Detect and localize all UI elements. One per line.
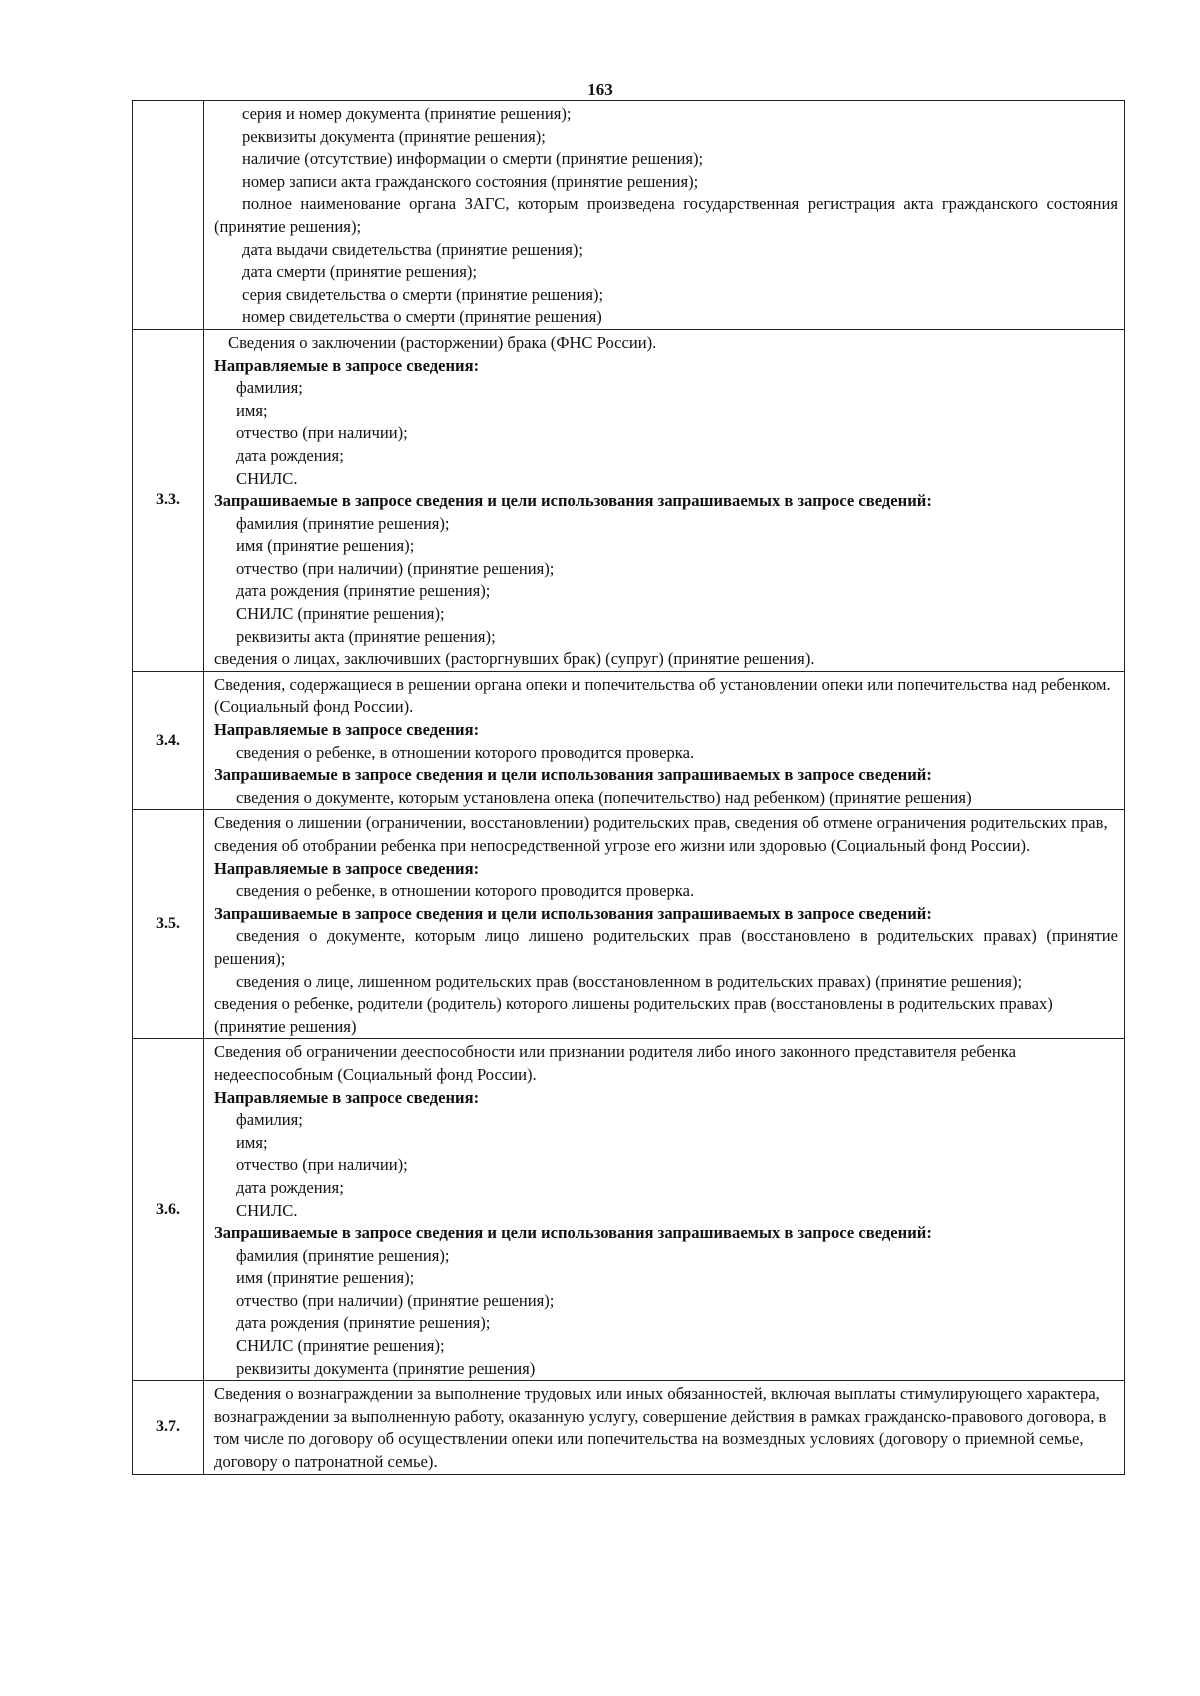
row-number: 3.7. [133,1381,204,1474]
list-item: дата рождения; [236,1177,344,1197]
table-row [133,1381,1125,1474]
subsection-heading: Направляемые в запросе сведения: [214,720,480,740]
list-item: имя (принятие решения); [236,1268,415,1288]
row-number: 3.3. [133,329,204,671]
list-item: СНИЛС (принятие решения); [236,604,445,624]
subsection-heading: Направляемые в запросе сведения: [214,858,480,878]
list-item: отчество (при наличии) (принятие решения); [236,1290,555,1310]
subsection-heading: Запрашиваемые в запросе сведения и цели использования запрашиваемых в запросе сведений: [214,903,932,923]
list-item: полное наименование органа ЗАГС, которым произведена государственная регистрация акта гражданского состояния (принятие решения); [214,194,1118,236]
list-item: фамилия (принятие решения); [236,1245,450,1265]
list-item: СНИЛС. [236,1200,298,1220]
row-content [204,1381,1125,1474]
list-item: отчество (при наличии); [236,423,408,443]
table-row [133,810,1125,1039]
list-item: номер свидетельства о смерти (принятие решения) [242,307,602,327]
row-number [133,101,204,330]
list-item: фамилия; [236,1110,303,1130]
list-item: номер записи акта гражданского состояния (принятие решения); [242,171,699,191]
section-title: Сведения, содержащиеся в решении органа опеки и попечительства об установлении опеки или попечительства над ребенком. (Социальный фонд России). [214,674,1111,717]
subsection-heading: Направляемые в запросе сведения: [214,355,480,375]
list-item: отчество (при наличии) (принятие решения); [236,558,555,578]
row-content [204,101,1125,330]
list-item: реквизиты документа (принятие решения) [236,1358,536,1378]
section-title: Сведения о вознаграждении за выполнение трудовых или иных обязанностей, включая выплаты стимулирующего характера, вознаграждении за выполненную работу, оказанную услугу, совершение действия в рамках гражданско-правового договора, в том числе по договору об осуществлении опеки или попечительства на возмездных условиях (договору о приемной семье, договору о патронатной семье). [214,1384,1107,1472]
table-row [133,101,1125,330]
list-item: фамилия; [236,378,303,398]
row-number: 3.6. [133,1039,204,1381]
list-item: дата рождения; [236,445,344,465]
list-item: сведения о документе, которым установлена опека (попечительство) над ребенком) (принятие решения) [236,787,972,807]
subsection-heading: Направляемые в запросе сведения: [214,1087,480,1107]
requests-table [132,100,1125,1475]
section-title: Сведения о лишении (ограничении, восстановлении) родительских прав, сведения об отмене ограничения родительских прав, сведения об отобрании ребенка при непосредственной угрозе его жизни или здоровью (Социальный фонд России). [214,813,1108,855]
table-row [133,1039,1125,1381]
list-item: серия и номер документа (принятие решения); [242,104,572,123]
list-item: реквизиты документа (принятие решения); [242,126,546,146]
section-title: Сведения о заключении (расторжении) брака (ФНС России). [228,332,657,352]
row-number: 3.4. [133,671,204,810]
list-item: серия свидетельства о смерти (принятие решения); [242,284,604,304]
row-number: 3.5. [133,810,204,1039]
table-row [133,329,1125,671]
list-item: дата смерти (принятие решения); [242,262,478,282]
list-item: сведения о ребенке, в отношении которого проводится проверка. [236,742,695,762]
list-item: сведения о лицах, заключивших (расторгнувших брак) (супруг) (принятие решения). [214,649,815,669]
section-title: Сведения об ограничении дееспособности или признании родителя либо иного законного представителя ребенка недееспособным (Социальный фонд России). [214,1042,1016,1084]
list-item: фамилия (принятие решения); [236,513,450,533]
list-item: СНИЛС (принятие решения); [236,1336,445,1356]
subsection-heading: Запрашиваемые в запросе сведения и цели использования запрашиваемых в запросе сведений: [214,491,932,511]
list-item: сведения о лице, лишенном родительских прав (восстановленном в родительских правах) (принятие решения); [236,971,1023,991]
list-item: имя; [236,1132,268,1152]
list-item: СНИЛС. [236,468,298,488]
row-content [204,671,1125,810]
list-item: отчество (при наличии); [236,1155,408,1175]
row-content [204,329,1125,671]
list-item: сведения о документе, которым лицо лишено родительских прав (восстановлено в родительских правах) (принятие решения); [214,926,1118,968]
list-item: сведения о ребенке, родители (родитель) которого лишены родительских прав (восстановлены в родительских правах) (принятие решения) [214,994,1053,1036]
subsection-heading: Запрашиваемые в запросе сведения и цели использования запрашиваемых в запросе сведений: [214,765,932,785]
subsection-heading: Запрашиваемые в запросе сведения и цели использования запрашиваемых в запросе сведений: [214,1223,932,1243]
table-row [133,671,1125,810]
list-item: наличие (отсутствие) информации о смерти (принятие решения); [242,149,704,169]
list-item: сведения о ребенке, в отношении которого проводится проверка. [236,881,695,901]
page-number: 163 [587,80,613,99]
list-item: имя; [236,400,268,420]
row-content [204,1039,1125,1381]
list-item: дата рождения (принятие решения); [236,581,491,601]
list-item: дата рождения (принятие решения); [236,1313,491,1333]
row-content [204,810,1125,1039]
list-item: имя (принятие решения); [236,536,415,556]
list-item: дата выдачи свидетельства (принятие решения); [242,239,584,259]
list-item: реквизиты акта (принятие решения); [236,626,496,646]
